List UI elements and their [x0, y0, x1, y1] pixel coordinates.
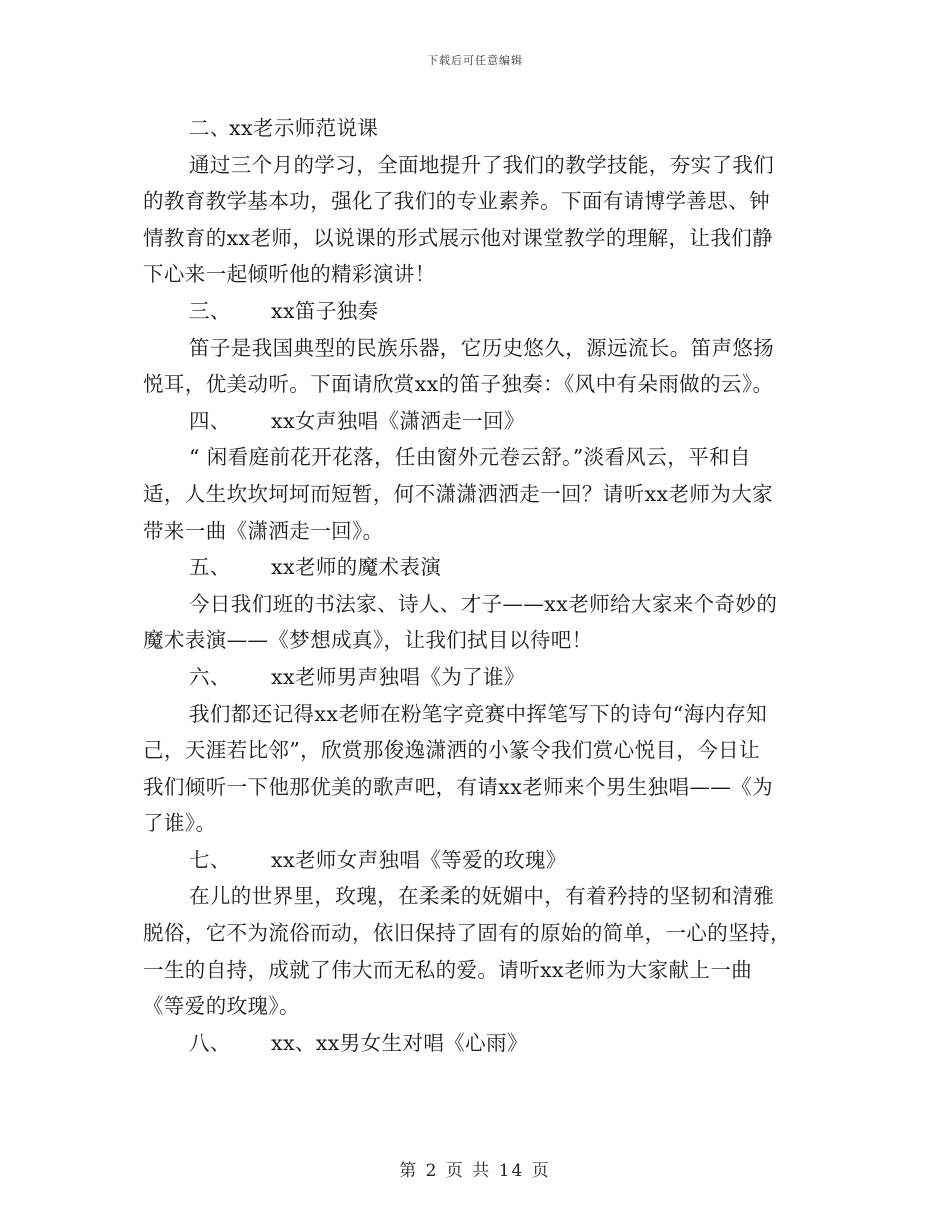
section-heading: [143, 842, 823, 879]
document-body: [143, 110, 823, 1061]
paragraph-line: 下心来一起倾听他的精彩演讲！: [143, 262, 436, 287]
section-number: 四、: [189, 408, 231, 433]
page-footer: 第 2 页 共 14 页: [399, 1161, 551, 1181]
section-number: 五、: [189, 555, 231, 580]
section-title: xx、xx男女生对唱《心雨》: [271, 1030, 528, 1055]
paragraph-line: 情教育的xx老师，以说课的形式展示他对课堂教学的理解，让我们静: [143, 225, 774, 250]
paragraph-line: 我们倾听一下他那优美的歌声吧，有请xx老师来个男生独唱——《为: [143, 774, 774, 799]
page-header-note: 下载后可任意编辑: [427, 54, 523, 67]
section-heading: [143, 659, 823, 696]
paragraph-line: 悦耳，优美动听。下面请欣赏xx的笛子独奏：《风中有朵雨做的云》。: [143, 372, 774, 397]
paragraph-line: 的教育教学基本功，强化了我们的专业素养。下面有请博学善思、钟: [143, 189, 770, 214]
section-title: xx老示师范说课: [229, 116, 379, 140]
paragraph-line: 脱俗，它不为流俗而动，依旧保持了固有的原始的简单，一心的坚持，: [143, 921, 791, 946]
section-title: xx老师男声独唱《为了谁》: [271, 664, 525, 689]
section-heading: [143, 110, 823, 147]
paragraph-line: 带来一曲《潇洒走一回》。: [143, 518, 384, 543]
section-number: 七、: [189, 847, 231, 872]
paragraph-line: “ 闲看庭前花开花落，任由窗外元卷云舒。”淡看风云，平和自: [189, 445, 751, 470]
section-number: 六、: [189, 664, 231, 689]
section-title: xx老师女声独唱《等爱的玫瑰》: [271, 847, 567, 872]
paragraph-line: 笛子是我国典型的民族乐器，它历史悠久，源远流长。笛声悠扬: [189, 335, 775, 360]
paragraph-line: 今日我们班的书法家、诗人、才子——xx老师给大家来个奇妙的: [189, 591, 778, 616]
paragraph-line: 魔术表演——《梦想成真》，让我们拭目以待吧！: [143, 628, 593, 653]
section-heading: [143, 293, 823, 330]
section-heading: [143, 403, 823, 440]
section-title: xx女声独唱《潇洒走一回》: [271, 408, 525, 433]
paragraph-line: 在儿的世界里，玫瑰，在柔柔的妩媚中，有着矜持的坚韧和清雅: [189, 884, 775, 909]
paragraph-line: 适，人生坎坎坷坷而短暂，何不潇潇洒洒走一回？请听xx老师为大家: [143, 481, 774, 506]
paragraph-line: 己，天涯若比邻”，欣赏那俊逸潇洒的小篆令我们赏心悦目，今日让: [143, 738, 760, 763]
section-title: xx老师的魔术表演: [271, 555, 442, 580]
section-heading: [143, 1025, 823, 1062]
section-number: 三、: [189, 298, 231, 323]
section-title: xx笛子独奏: [271, 298, 379, 323]
paragraph-line: 我们都还记得xx老师在粉笔字竞赛中挥笔写下的诗句“海内存知: [189, 701, 768, 726]
section-number: 二、: [189, 116, 231, 140]
paragraph-line: 通过三个月的学习，全面地提升了我们的教学技能，夯实了我们: [189, 152, 775, 177]
section-heading: [143, 549, 823, 586]
paragraph-line: 一生的自持，成就了伟大而无私的爱。请听xx老师为大家献上一曲: [143, 957, 753, 982]
paragraph-line: 《等爱的玫瑰》。: [143, 994, 300, 1019]
paragraph-line: 了谁》。: [143, 811, 217, 836]
section-number: 八、: [189, 1030, 231, 1055]
